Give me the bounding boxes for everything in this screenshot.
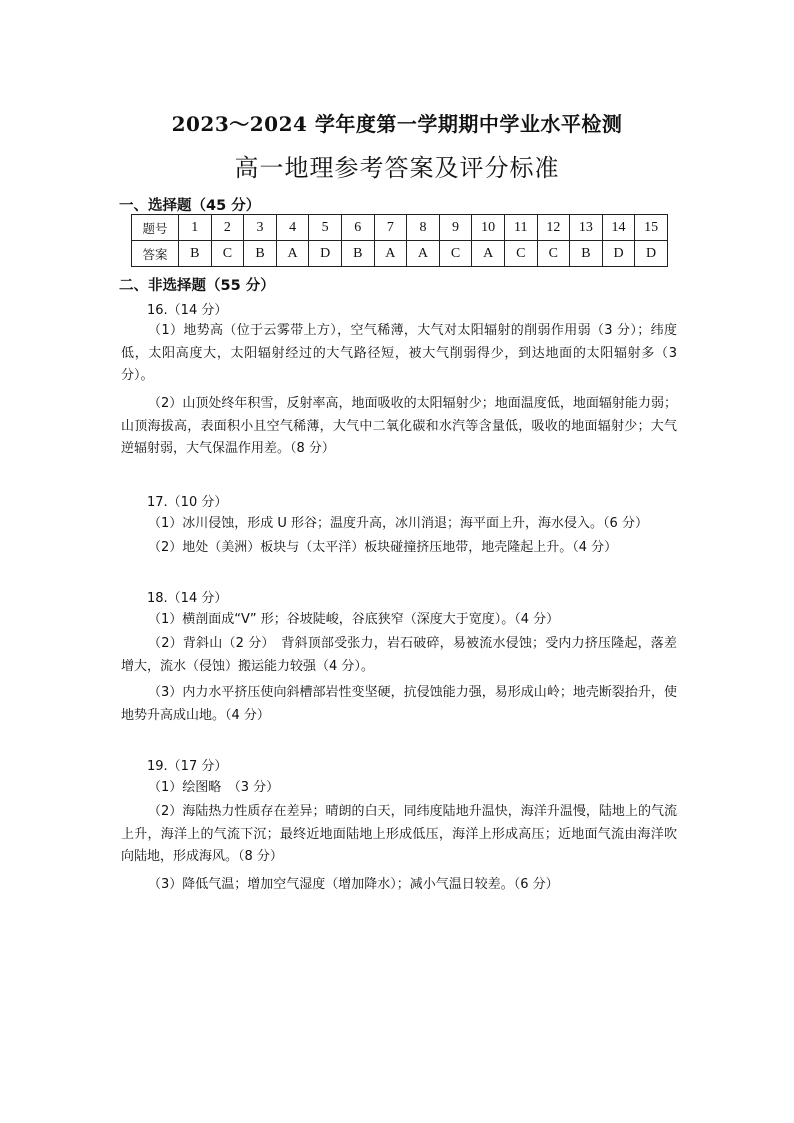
answer-cell: C <box>211 241 244 267</box>
answer-cell: B <box>341 241 374 267</box>
question-number-cell: 2 <box>211 215 244 241</box>
row-label-number: 题号 <box>132 215 179 241</box>
question-number-cell: 15 <box>635 215 668 241</box>
answer-cell: A <box>374 241 407 267</box>
question-number-cell: 8 <box>407 215 440 241</box>
question-number-cell: 10 <box>472 215 505 241</box>
question-number-cell: 6 <box>341 215 374 241</box>
answer-row <box>132 241 668 267</box>
question-18-part-2: （2）背斜山（2 分） 背斜顶部受张力，岩石破碎，易被流水侵蚀；受内力挤压隆起，落差增大，流水（侵蚀）搬运能力较强（4 分）。 <box>121 636 677 674</box>
question-16-part-2: （2）山顶处终年积雪，反射率高，地面吸收的太阳辐射少；地面温度低，地面辐射能力弱；山顶海拔高，表面积小且空气稀薄，大气中二氧化碳和水汽等含量低，吸收的地面辐射少；大气逆辐射弱，大气保温作用差。（8 分） <box>121 396 677 456</box>
answer-cell: D <box>309 241 342 267</box>
answer-cell: A <box>472 241 505 267</box>
question-number-cell: 11 <box>504 215 537 241</box>
question-number-cell: 7 <box>374 215 407 241</box>
question-18-part-1: （1）横剖面成“V” 形；谷坡陡峻，谷底狭窄（深度大于宽度）。（4 分） <box>148 612 560 627</box>
question-16-label: 16.（14 分） <box>147 303 228 318</box>
question-number-cell: 4 <box>276 215 309 241</box>
section-1-heading: 一、选择题（45 分） <box>119 198 261 214</box>
question-18-label: 18.（14 分） <box>147 591 228 606</box>
question-19-part-2: （2）海陆热力性质存在差异；晴朗的白天，同纬度陆地升温快，海洋升温慢，陆地上的气流上升，海洋上的气流下沉；最终近地面陆地上形成低压，海洋上形成高压；近地面气流由海洋吹向陆地，形成海风。（8 分） <box>121 804 677 864</box>
answer-cell: B <box>179 241 212 267</box>
question-17-part-1: （1）冰川侵蚀，形成 U 形谷；温度升高，冰川消退；海平面上升，海水侵入。（6 分） <box>148 516 648 531</box>
question-19-part-1: （1）绘图略 （3 分） <box>148 780 280 795</box>
question-number-cell: 13 <box>570 215 603 241</box>
question-number-cell: 12 <box>537 215 570 241</box>
question-16-part-1: （1）地势高（位于云雾带上方），空气稀薄，大气对太阳辐射的削弱作用弱（3 分）；纬度低，太阳高度大，太阳辐射经过的大气路径短，被大气削弱得少，到达地面的太阳辐射多（3 分）。 <box>121 323 677 383</box>
question-number-cell: 1 <box>179 215 212 241</box>
answer-cell: B <box>570 241 603 267</box>
question-19-label: 19.（17 分） <box>147 759 228 774</box>
answer-cell: D <box>602 241 635 267</box>
answer-cell: C <box>537 241 570 267</box>
answer-cell: A <box>276 241 309 267</box>
question-19-part-3: （3）降低气温；增加空气湿度（增加降水）；减小气温日较差。（6 分） <box>148 877 559 892</box>
question-17-label: 17.（10 分） <box>147 495 228 510</box>
question-number-cell: 14 <box>602 215 635 241</box>
answer-cell: C <box>439 241 472 267</box>
answer-cell: B <box>244 241 277 267</box>
question-number-cell: 3 <box>244 215 277 241</box>
question-17-part-2: （2）地处（美洲）板块与（太平洋）板块碰撞挤压地带，地壳隆起上升。（4 分） <box>148 540 618 555</box>
question-number-row <box>132 215 668 241</box>
exam-title: 2023～2024 学年度第一学期期中学业水平检测 <box>171 112 623 136</box>
answer-cell: C <box>504 241 537 267</box>
question-number-cell: 9 <box>439 215 472 241</box>
question-18-part-3: （3）内力水平挤压使向斜槽部岩性变坚硬，抗侵蚀能力强，易形成山岭；地壳断裂抬升，使地势升高成山地。（4 分） <box>121 685 677 723</box>
section-2-heading: 二、非选择题（55 分） <box>119 278 275 294</box>
answer-cell: A <box>407 241 440 267</box>
question-number-cell: 5 <box>309 215 342 241</box>
row-label-answer: 答案 <box>132 241 179 267</box>
answer-cell: D <box>635 241 668 267</box>
answer-key-subtitle: 高一地理参考答案及评分标准 <box>234 154 560 182</box>
multiple-choice-answer-table <box>131 214 668 267</box>
